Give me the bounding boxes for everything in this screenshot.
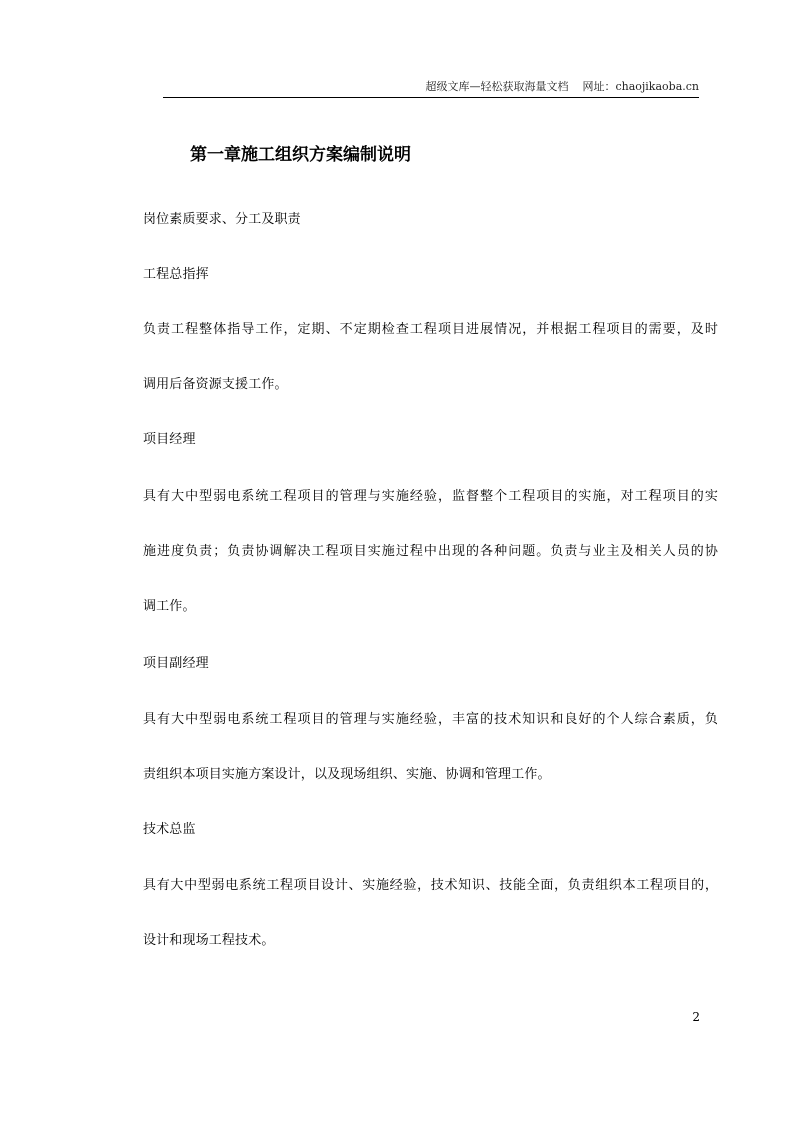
paragraph-line: 调工作。 [143,599,196,614]
section-heading-duties: 岗位素质要求、分工及职责 [143,212,301,227]
role-heading-general-commander: 工程总指挥 [143,267,209,282]
header-site-text: 超级文库—轻松获取海量文档 [425,80,569,93]
chapter-title: 第一章施工组织方案编制说明 [190,145,411,165]
paragraph-line: 施进度负责；负责协调解决工程项目实施过程中出现的各种问题。负责与业主及相关人员的协 [143,544,718,559]
paragraph-line: 具有大中型弱电系统工程项目的管理与实施经验，丰富的技术知识和良好的个人综合素质，负 [143,712,718,727]
paragraph-line: 负责工程整体指导工作，定期、不定期检查工程项目进展情况，并根据工程项目的需要，及时 [143,322,718,337]
page-header [163,80,699,94]
header-url-text: 网址：chaojikaoba.cn [582,80,699,93]
paragraph-line: 具有大中型弱电系统工程项目设计、实施经验，技术知识、技能全面，负责组织本工程项目的， [143,878,718,893]
paragraph-line: 设计和现场工程技术。 [143,933,275,948]
page-number: 2 [692,1010,700,1024]
header-rule [163,97,699,98]
role-heading-deputy-manager: 项目副经理 [143,656,209,671]
paragraph-line: 责组织本项目实施方案设计，以及现场组织、实施、协调和管理工作。 [143,767,551,782]
role-heading-project-manager: 项目经理 [143,432,196,447]
paragraph-line: 调用后备资源支援工作。 [143,377,288,392]
role-heading-technical-director: 技术总监 [143,822,196,837]
paragraph-line: 具有大中型弱电系统工程项目的管理与实施经验，监督整个工程项目的实施，对工程项目的实 [143,489,718,504]
